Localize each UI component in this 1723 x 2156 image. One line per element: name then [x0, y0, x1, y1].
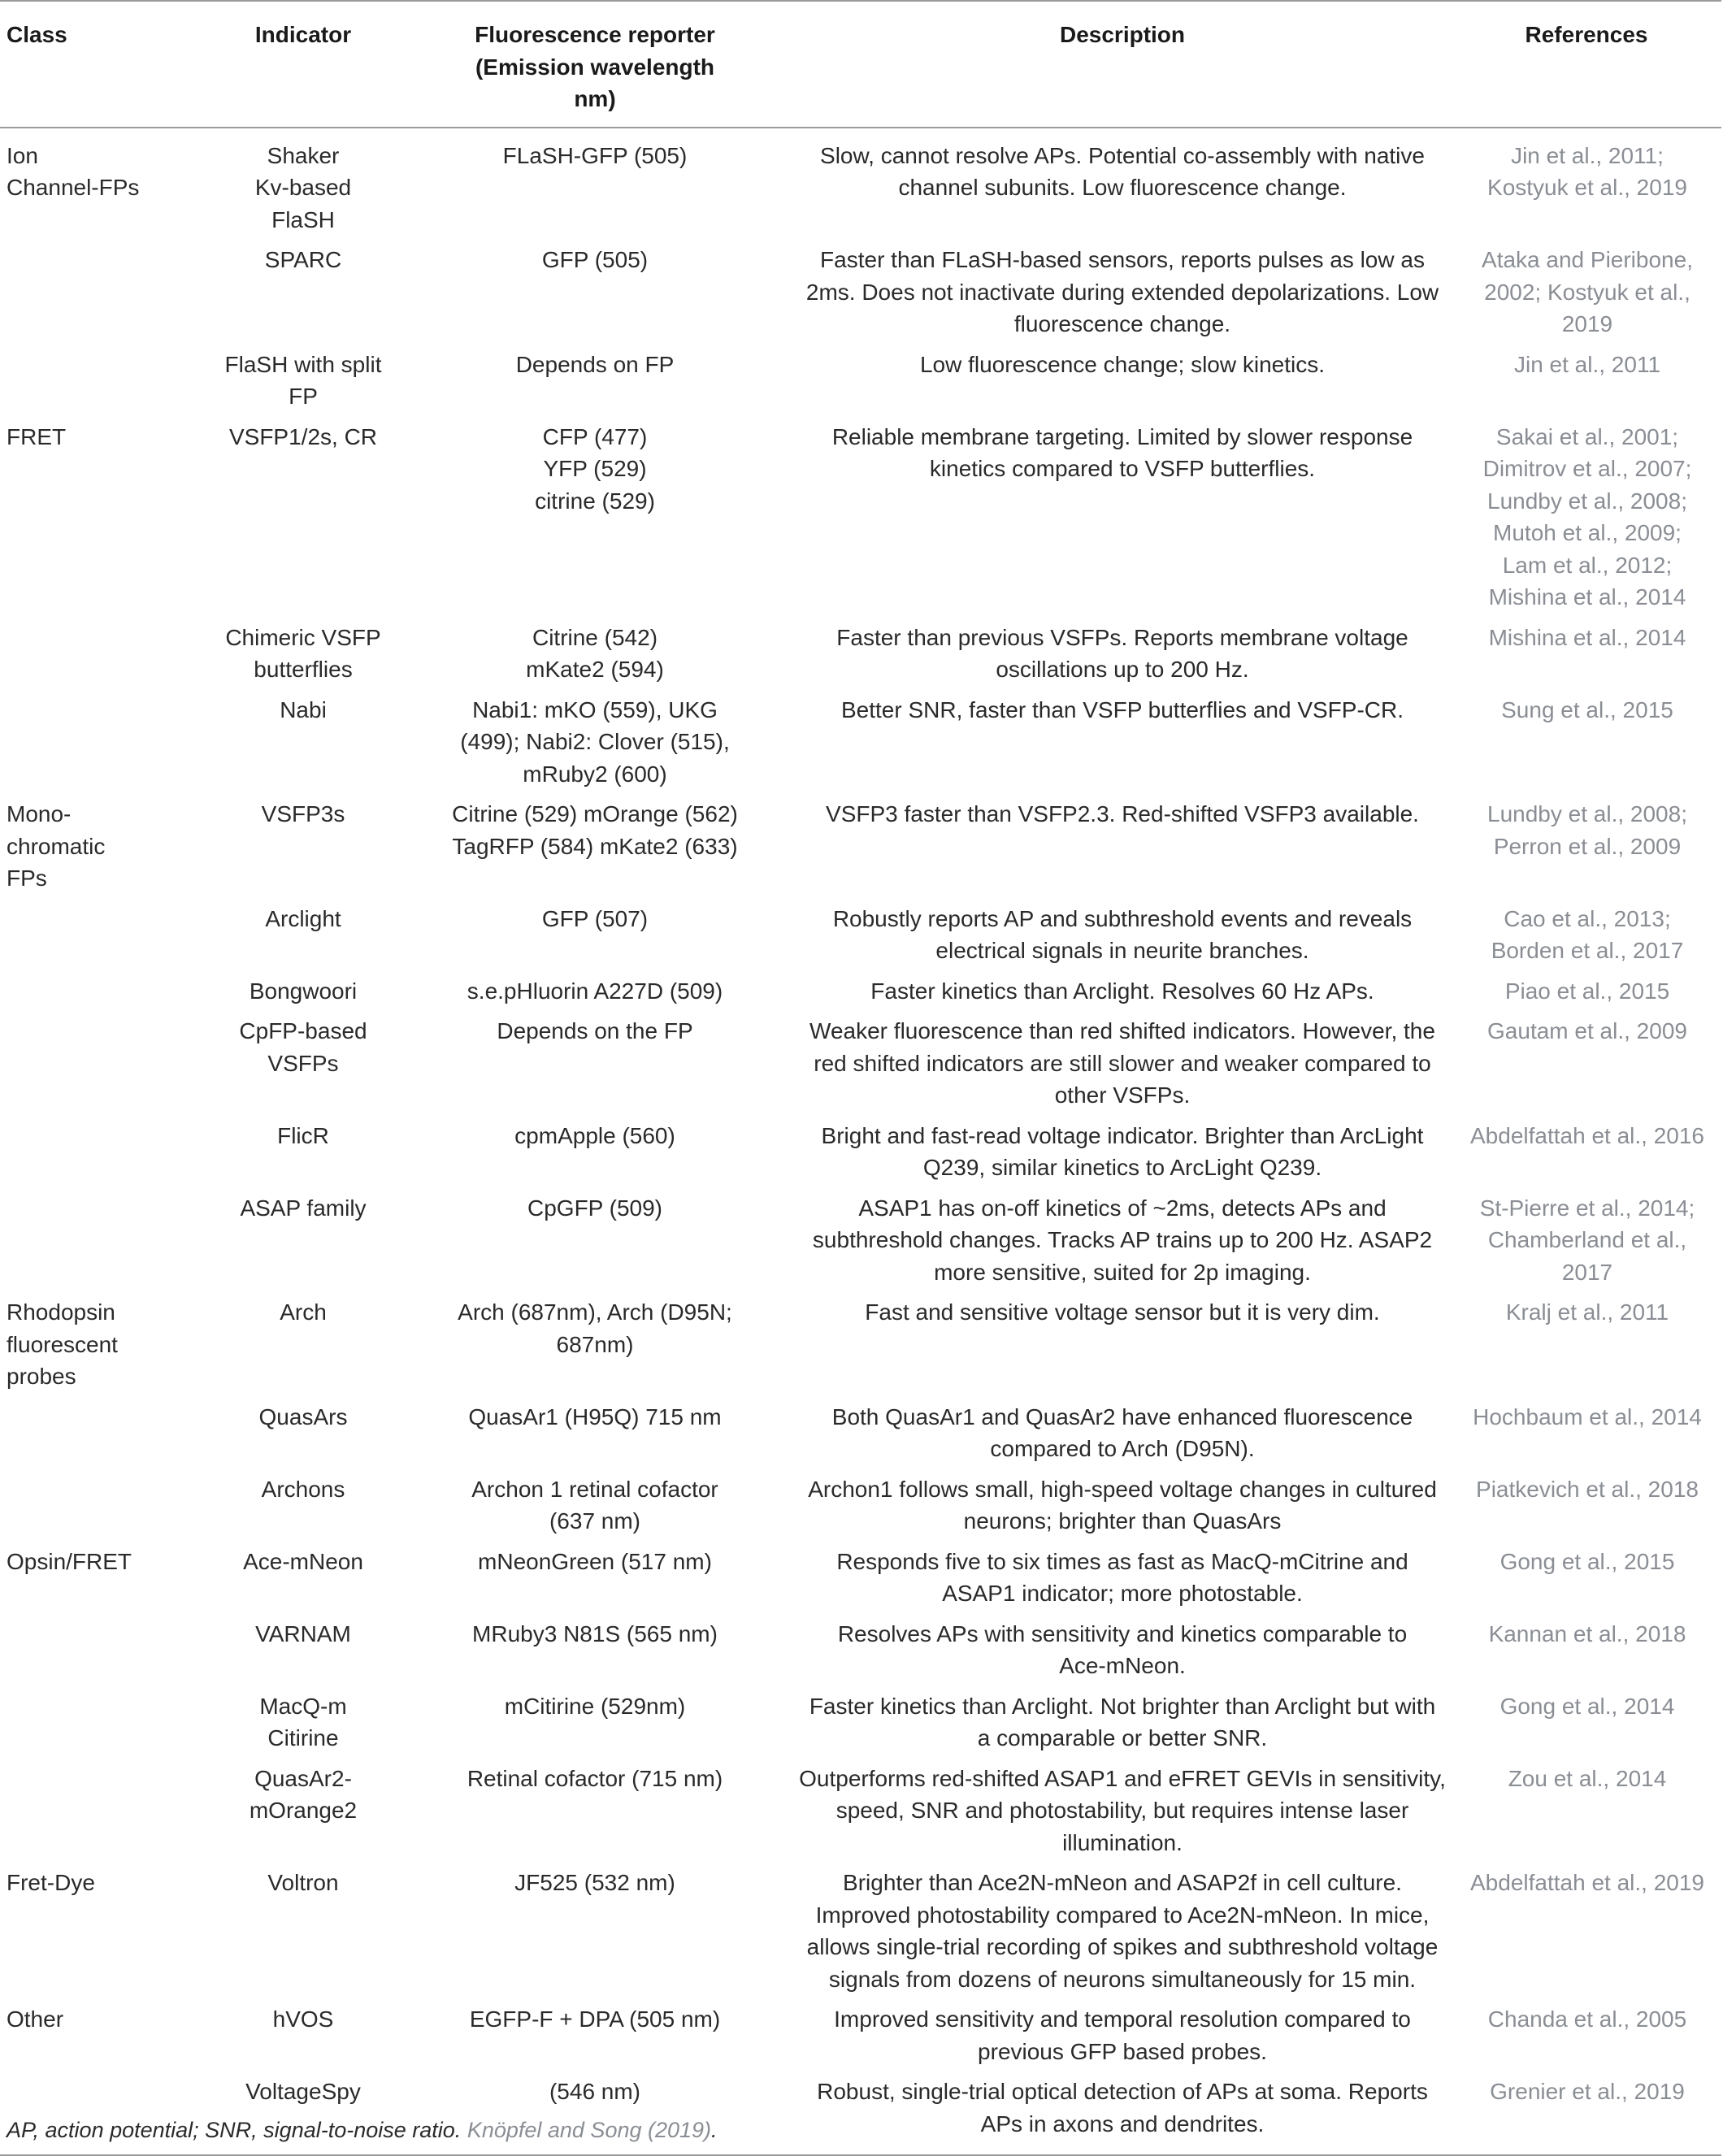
cell-reporter-line: Archon 1 retinal cofactor [471, 1476, 718, 1502]
cell-class-line: probes [7, 1364, 76, 1389]
cell-references-line: St-Pierre et al., 2014; [1479, 1195, 1695, 1221]
cell-reporter [397, 1292, 793, 1397]
cell-indicator [210, 1469, 397, 1542]
cell-class-line: fluorescent [7, 1331, 118, 1357]
cell-class-line: Opsin/FRET [7, 1548, 132, 1574]
cell-description-line: Reliable membrane targeting. Limited by slower response [831, 423, 1413, 449]
table-row [0, 1116, 1721, 1188]
cell-class [0, 1469, 210, 1542]
cell-references-line: Kralj et al., 2011 [1505, 1299, 1669, 1325]
cell-indicator-line: Shaker [267, 142, 340, 168]
cell-references [1452, 971, 1721, 1012]
cell-class-line: chromatic [7, 833, 106, 859]
cell-reporter-line: mRuby2 (600) [523, 761, 667, 787]
cell-reporter [397, 1116, 793, 1188]
cell-class [0, 1188, 210, 1293]
cell-reporter [397, 345, 793, 417]
cell-class-line: FRET [7, 423, 67, 449]
cell-reporter [397, 1011, 793, 1116]
cell-references [1452, 1011, 1721, 1116]
cell-indicator [210, 1759, 397, 1863]
cell-references [1452, 1614, 1721, 1686]
cell-description [793, 1614, 1452, 1686]
cell-references-line: Lam et al., 2012; [1502, 552, 1673, 578]
cell-description [793, 1686, 1452, 1759]
cell-class-line: Other [7, 2006, 64, 2032]
cell-description-line: 2ms. Does not inactivate during extended depolarizations. Low [805, 279, 1439, 305]
table-row [0, 690, 1721, 795]
cell-description-line: Improved sensitivity and temporal resolution compared to [834, 2006, 1411, 2032]
cell-indicator-line: VoltageSpy [245, 2079, 361, 2104]
cell-reporter-line: Depends on FP [515, 351, 675, 377]
cell-references [1452, 794, 1721, 899]
cell-description [793, 1542, 1452, 1614]
header-row [0, 1, 1721, 128]
table-header [0, 1, 1721, 128]
cell-description [793, 1116, 1452, 1188]
cell-references-line: Piatkevich et al., 2018 [1476, 1476, 1699, 1502]
cell-indicator-line: CpFP-based [239, 1018, 367, 1043]
cell-indicator [210, 690, 397, 795]
cell-indicator-line: Voltron [267, 1870, 339, 1895]
cell-class [0, 1397, 210, 1469]
cell-references-line: Gong et al., 2015 [1499, 1548, 1675, 1574]
cell-description-line: Faster kinetics than Arclight. Resolves 60 Hz APs. [870, 978, 1374, 1004]
cell-references-line: Kostyuk et al., 2019 [1487, 175, 1687, 200]
cell-references-line: Cao et al., 2013; [1504, 905, 1671, 931]
cell-description [793, 240, 1452, 345]
cell-indicator-line: MacQ-m [259, 1693, 347, 1719]
cell-description-line: channel subunits. Low fluorescence change. [898, 175, 1347, 200]
cell-description-line: Low fluorescence change; slow kinetics. [919, 351, 1326, 377]
cell-references [1452, 1759, 1721, 1863]
cell-description [793, 794, 1452, 899]
cell-description-line: ASAP1 has on-off kinetics of ~2ms, detects APs and [858, 1195, 1387, 1221]
cell-class [0, 1759, 210, 1863]
cell-references [1452, 1863, 1721, 1999]
cell-reporter-line: EGFP-F + DPA (505 nm) [469, 2006, 721, 2032]
table-row [0, 1011, 1721, 1116]
cell-description-line: Outperforms red-shifted ASAP1 and eFRET GEVIs in sensitivity, [799, 1765, 1446, 1791]
cell-references-line: Jin et al., 2011; [1511, 142, 1664, 168]
table-row [0, 618, 1721, 690]
cell-reporter-line: JF525 (532 nm) [514, 1870, 675, 1895]
cell-indicator-line: SPARC [264, 247, 342, 272]
cell-reporter-line: mCitirine (529nm) [504, 1693, 686, 1719]
cell-description-line: VSFP3 faster than VSFP2.3. Red-shifted VSFP3 available. [826, 801, 1419, 826]
cell-class [0, 240, 210, 345]
cell-description-line: electrical signals in neurite branches. [935, 938, 1309, 963]
cell-reporter-line: CFP (477) [542, 423, 648, 449]
cell-description-line: Archon1 follows small, high-speed voltage changes in cultured [808, 1476, 1437, 1502]
cell-description [793, 417, 1452, 618]
cell-description-line: Q239, similar kinetics to ArcLight Q239. [922, 1155, 1322, 1180]
cell-description [793, 1397, 1452, 1469]
table-row [0, 240, 1721, 345]
cell-class [0, 1292, 210, 1397]
cell-references-line: Abdelfattah et al., 2019 [1470, 1870, 1704, 1895]
cell-reporter-line: Arch (687nm), Arch (D95N; [458, 1299, 732, 1325]
cell-references-line: Hochbaum et al., 2014 [1473, 1403, 1702, 1429]
cell-description-line: Slow, cannot resolve APs. Potential co-assembly with native [820, 142, 1425, 168]
cell-reporter-line: MRuby3 N81S (565 nm) [472, 1620, 718, 1646]
cell-indicator-line: Archons [261, 1476, 345, 1502]
cell-indicator-line: VSFP1/2s, CR [228, 423, 378, 449]
cell-references [1452, 128, 1721, 241]
cell-description [793, 618, 1452, 690]
cell-references [1452, 618, 1721, 690]
cell-indicator-line: QuasAr2- [254, 1765, 352, 1791]
cell-references-line: 2019 [1561, 311, 1613, 336]
cell-reporter [397, 1542, 793, 1614]
cell-references-line: Sung et al., 2015 [1501, 696, 1673, 722]
cell-reporter [397, 618, 793, 690]
cell-description-line: Bright and fast-read voltage indicator. Brighter than ArcLight [821, 1122, 1424, 1148]
cell-references [1452, 1188, 1721, 1293]
cell-references [1452, 1686, 1721, 1759]
table-row [0, 345, 1721, 417]
cell-indicator-line: hVOS [272, 2006, 334, 2032]
table-row [0, 1188, 1721, 1293]
cell-description [793, 128, 1452, 241]
cell-description [793, 1999, 1452, 2071]
cell-description-line: ASAP1 indicator; more photostable. [942, 1581, 1303, 1606]
cell-references-line: Kannan et al., 2018 [1488, 1620, 1686, 1646]
cell-indicator-line: Nabi [280, 696, 327, 722]
cell-indicator [210, 128, 397, 241]
cell-class-line: Fret-Dye [7, 1870, 95, 1895]
cell-class [0, 345, 210, 417]
cell-reporter-line: GFP (507) [541, 905, 649, 931]
cell-reporter [397, 1999, 793, 2071]
cell-description-line: red shifted indicators are still slower and weaker compared to [814, 1050, 1431, 1076]
cell-reporter [397, 1686, 793, 1759]
cell-description-line: Robustly reports AP and subthreshold events and reveals [832, 905, 1413, 931]
cell-reporter [397, 1397, 793, 1469]
cell-description-line: allows single-trial recording of spikes and subthreshold voltage [806, 1934, 1439, 1959]
table-row [0, 1614, 1721, 1686]
cell-references-line: Gautam et al., 2009 [1487, 1018, 1687, 1043]
table-row [0, 899, 1721, 971]
cell-reporter-line: 687nm) [556, 1331, 634, 1357]
cell-indicator-line: FlaSH [271, 206, 335, 232]
cell-references-line: 2017 [1561, 1259, 1613, 1285]
cell-reporter-line: s.e.pHluorin A227D (509) [467, 978, 723, 1004]
cell-description-line: speed, SNR and photostability, but requires intense laser [835, 1798, 1409, 1823]
cell-class-line: Rhodopsin [7, 1299, 115, 1325]
cell-reporter-line: Citrine (542) [532, 624, 658, 650]
cell-description-line: neurons; brighter than QuasArs [963, 1508, 1282, 1533]
header-references: References [1452, 1, 1721, 128]
cell-references-line: Abdelfattah et al., 2016 [1470, 1122, 1704, 1148]
cell-class-line: Mono- [7, 801, 72, 826]
cell-references [1452, 690, 1721, 795]
table-row [0, 128, 1721, 241]
cell-reporter-line: citrine (529) [535, 488, 655, 514]
cell-reporter [397, 899, 793, 971]
cell-references [1452, 1542, 1721, 1614]
cell-references-line: Mishina et al., 2014 [1488, 624, 1686, 650]
table-row [0, 1397, 1721, 1469]
cell-indicator-line: VSFPs [267, 1050, 339, 1076]
cell-references-line: Lundby et al., 2008; [1487, 801, 1687, 826]
cell-references-line: Chamberland et al., [1487, 1227, 1687, 1252]
cell-class [0, 1116, 210, 1188]
cell-description [793, 1469, 1452, 1542]
cell-reporter [397, 128, 793, 241]
cell-reporter [397, 240, 793, 345]
cell-reporter-line: TagRFP (584) mKate2 (633) [452, 833, 738, 859]
cell-description-line: APs in axons and dendrites. [980, 2110, 1265, 2136]
cell-class [0, 794, 210, 899]
cell-description [793, 690, 1452, 795]
cell-indicator [210, 417, 397, 618]
cell-indicator [210, 1999, 397, 2071]
cell-class [0, 1863, 210, 1999]
cell-references-line: Dimitrov et al., 2007; [1482, 456, 1692, 481]
cell-reporter-line: cpmApple (560) [514, 1122, 675, 1148]
cell-reporter-line: Nabi1: mKO (559), UKG [472, 696, 718, 722]
cell-references-line: Piao et al., 2015 [1504, 978, 1670, 1004]
cell-reporter [397, 794, 793, 899]
cell-description-line: Brighter than Ace2N-mNeon and ASAP2f in cell culture. [843, 1870, 1402, 1895]
cell-description-line: Responds five to six times as fast as MacQ-mCitrine and [836, 1548, 1408, 1574]
cell-reporter-line: (499); Nabi2: Clover (515), [460, 729, 730, 754]
cell-indicator [210, 1686, 397, 1759]
table-row [0, 1469, 1721, 1542]
cell-indicator-line: Bongwoori [249, 978, 358, 1004]
cell-description-line: illumination. [1062, 1829, 1183, 1855]
cell-class [0, 1999, 210, 2071]
cell-reporter [397, 690, 793, 795]
cell-indicator [210, 899, 397, 971]
cell-references-line: Perron et al., 2009 [1493, 833, 1682, 859]
cell-class [0, 128, 210, 241]
cell-indicator-line: Chimeric VSFP [225, 624, 381, 650]
cell-indicator [210, 1188, 397, 1293]
header-reporter-line: Fluorescence reporter [475, 22, 715, 47]
cell-description-line: oscillations up to 200 Hz. [996, 657, 1249, 682]
cell-description-line: more sensitive, suited for 2p imaging. [934, 1259, 1311, 1285]
cell-reporter-line: Citrine (529) mOrange (562) [452, 801, 738, 826]
cell-indicator-line: butterflies [254, 657, 353, 682]
cell-references-line: 2002; Kostyuk et al., [1484, 279, 1690, 305]
cell-description-line: compared to Arch (D95N). [990, 1436, 1255, 1461]
cell-description [793, 899, 1452, 971]
table-footnote [7, 2118, 718, 2143]
cell-description-line: Fast and sensitive voltage sensor but it is very dim. [865, 1299, 1380, 1325]
cell-references [1452, 417, 1721, 618]
cell-references-line: Mutoh et al., 2009; [1493, 520, 1682, 545]
cell-class [0, 1011, 210, 1116]
cell-indicator-line: FlicR [277, 1122, 329, 1148]
cell-references [1452, 1292, 1721, 1397]
cell-references-line: Chanda et al., 2005 [1487, 2006, 1687, 2032]
cell-references [1452, 2071, 1721, 2155]
cell-description-line: a comparable or better SNR. [977, 1725, 1268, 1750]
cell-description-line: kinetics compared to VSFP butterflies. [929, 456, 1316, 481]
cell-description [793, 971, 1452, 1012]
cell-references [1452, 1469, 1721, 1542]
cell-indicator [210, 1614, 397, 1686]
cell-description-line: Resolves APs with sensitivity and kinetics comparable to [837, 1620, 1408, 1646]
cell-indicator-line: FlaSH with split [224, 351, 382, 377]
cell-description [793, 345, 1452, 417]
cell-reporter [397, 417, 793, 618]
cell-indicator-line: mOrange2 [249, 1798, 358, 1823]
cell-description [793, 2071, 1452, 2155]
cell-class-line: Ion [7, 142, 38, 168]
cell-description-line: Better SNR, faster than VSFP butterflies and VSFP-CR. [841, 696, 1404, 722]
cell-reporter [397, 1863, 793, 1999]
cell-description-line: Faster kinetics than Arclight. Not brighter than Arclight but with [809, 1693, 1436, 1719]
cell-indicator-line: Ace-mNeon [243, 1548, 363, 1574]
table-row [0, 971, 1721, 1012]
cell-description-line: other VSFPs. [1054, 1082, 1191, 1108]
cell-references-line: Mishina et al., 2014 [1488, 584, 1686, 609]
cell-indicator [210, 1116, 397, 1188]
cell-reporter [397, 1188, 793, 1293]
cell-description-line: Improved photostability compared to Ace2N-mNeon. In mice, [815, 1902, 1430, 1928]
cell-indicator-line: VARNAM [255, 1620, 351, 1646]
cell-indicator [210, 618, 397, 690]
header-description: Description [793, 1, 1452, 128]
cell-indicator [210, 1863, 397, 1999]
cell-description-line: subthreshold changes. Tracks AP trains up to 200 Hz. ASAP2 [812, 1227, 1433, 1252]
cell-indicator-line: VSFP3s [261, 801, 345, 826]
cell-class [0, 971, 210, 1012]
cell-class-line: FPs [7, 865, 47, 891]
footnote-end: . [711, 2118, 718, 2142]
cell-description-line: Weaker fluorescence than red shifted indicators. However, the [809, 1018, 1435, 1043]
cell-indicator-line: Citirine [267, 1725, 339, 1750]
table-row [0, 1542, 1721, 1614]
cell-class [0, 417, 210, 618]
table-row [0, 1863, 1721, 1999]
cell-references-line: Gong et al., 2014 [1499, 1693, 1675, 1719]
cell-reporter-line: mKate2 (594) [526, 657, 664, 682]
cell-indicator [210, 794, 397, 899]
cell-references-line: Jin et al., 2011 [1513, 351, 1661, 377]
cell-reporter-line: Depends on the FP [497, 1018, 693, 1043]
cell-reporter [397, 1759, 793, 1863]
cell-references-line: Ataka and Pieribone, [1482, 247, 1693, 272]
header-reporter-line: (Emission wavelength [475, 54, 715, 80]
footnote-text: AP, action potential; SNR, signal-to-noise ratio. [7, 2118, 467, 2142]
cell-description [793, 1188, 1452, 1293]
cell-indicator-line: ASAP family [240, 1195, 367, 1221]
cell-references-line: Borden et al., 2017 [1491, 938, 1684, 963]
cell-class [0, 690, 210, 795]
footnote-citation: Knöpfel and Song (2019) [467, 2118, 712, 2142]
cell-reporter-line: Retinal cofactor (715 nm) [467, 1765, 723, 1791]
cell-reporter-line: FLaSH-GFP (505) [502, 142, 688, 168]
cell-references-line: Zou et al., 2014 [1508, 1765, 1667, 1791]
cell-indicator-line: QuasArs [258, 1403, 348, 1429]
cell-references [1452, 899, 1721, 971]
cell-references [1452, 240, 1721, 345]
table-body [0, 128, 1721, 2156]
cell-references [1452, 1397, 1721, 1469]
cell-description-line: signals from dozens of neurons simultaneously for 15 min. [828, 1966, 1417, 1992]
header-class: Class [0, 1, 210, 128]
cell-indicator [210, 240, 397, 345]
table-row [0, 794, 1721, 899]
cell-reporter-line: CpGFP (509) [527, 1195, 662, 1221]
cell-description-line: Faster than previous VSFPs. Reports membrane voltage [836, 624, 1408, 650]
cell-indicator-line: Kv-based [254, 175, 352, 200]
cell-reporter [397, 1614, 793, 1686]
cell-reporter-line: QuasAr1 (H95Q) 715 nm [468, 1403, 722, 1429]
cell-description [793, 1292, 1452, 1397]
cell-description [793, 1863, 1452, 1999]
table-row [0, 417, 1721, 618]
cell-description-line: Ace-mNeon. [1059, 1653, 1186, 1678]
cell-references-line: Sakai et al., 2001; [1495, 423, 1679, 449]
cell-class [0, 618, 210, 690]
header-reporter-line: nm) [574, 86, 616, 111]
table-row [0, 1292, 1721, 1397]
table-row [0, 1686, 1721, 1759]
cell-indicator-line: Arch [280, 1299, 327, 1325]
cell-indicator [210, 1292, 397, 1397]
table-row [0, 1999, 1721, 2071]
cell-reporter-line: GFP (505) [541, 247, 649, 272]
cell-description-line: Robust, single-trial optical detection of APs at soma. Reports [817, 2079, 1428, 2104]
cell-references-line: Grenier et al., 2019 [1490, 2079, 1685, 2104]
cell-indicator-line: FP [289, 384, 318, 409]
table-row [0, 1759, 1721, 1863]
cell-reporter [397, 971, 793, 1012]
cell-indicator-line: Arclight [265, 905, 341, 931]
cell-references [1452, 1999, 1721, 2071]
cell-class [0, 1686, 210, 1759]
cell-reporter-line: (546 nm) [549, 2079, 641, 2104]
cell-references [1452, 345, 1721, 417]
cell-class [0, 899, 210, 971]
cell-references-line: Lundby et al., 2008; [1487, 488, 1687, 514]
cell-reporter-line: mNeonGreen (517 nm) [478, 1548, 712, 1574]
cell-description [793, 1011, 1452, 1116]
cell-reporter-line: YFP (529) [543, 456, 647, 481]
cell-indicator [210, 1542, 397, 1614]
cell-indicator [210, 971, 397, 1012]
cell-reporter [397, 1469, 793, 1542]
header-reporter [397, 1, 793, 128]
cell-description [793, 1759, 1452, 1863]
cell-indicator [210, 345, 397, 417]
cell-class [0, 1542, 210, 1614]
cell-reporter-line: (637 nm) [549, 1508, 641, 1533]
header-indicator: Indicator [210, 1, 397, 128]
cell-references [1452, 1116, 1721, 1188]
cell-description-line: fluorescence change. [1013, 311, 1231, 336]
cell-indicator [210, 1397, 397, 1469]
cell-class-line: Channel-FPs [7, 175, 140, 200]
cell-description-line: Both QuasAr1 and QuasAr2 have enhanced fluorescence [831, 1403, 1413, 1429]
cell-indicator [210, 1011, 397, 1116]
cell-class [0, 1614, 210, 1686]
cell-description-line: Faster than FLaSH-based sensors, reports pulses as low as [820, 247, 1425, 272]
cell-description-line: previous GFP based probes. [978, 2038, 1267, 2064]
